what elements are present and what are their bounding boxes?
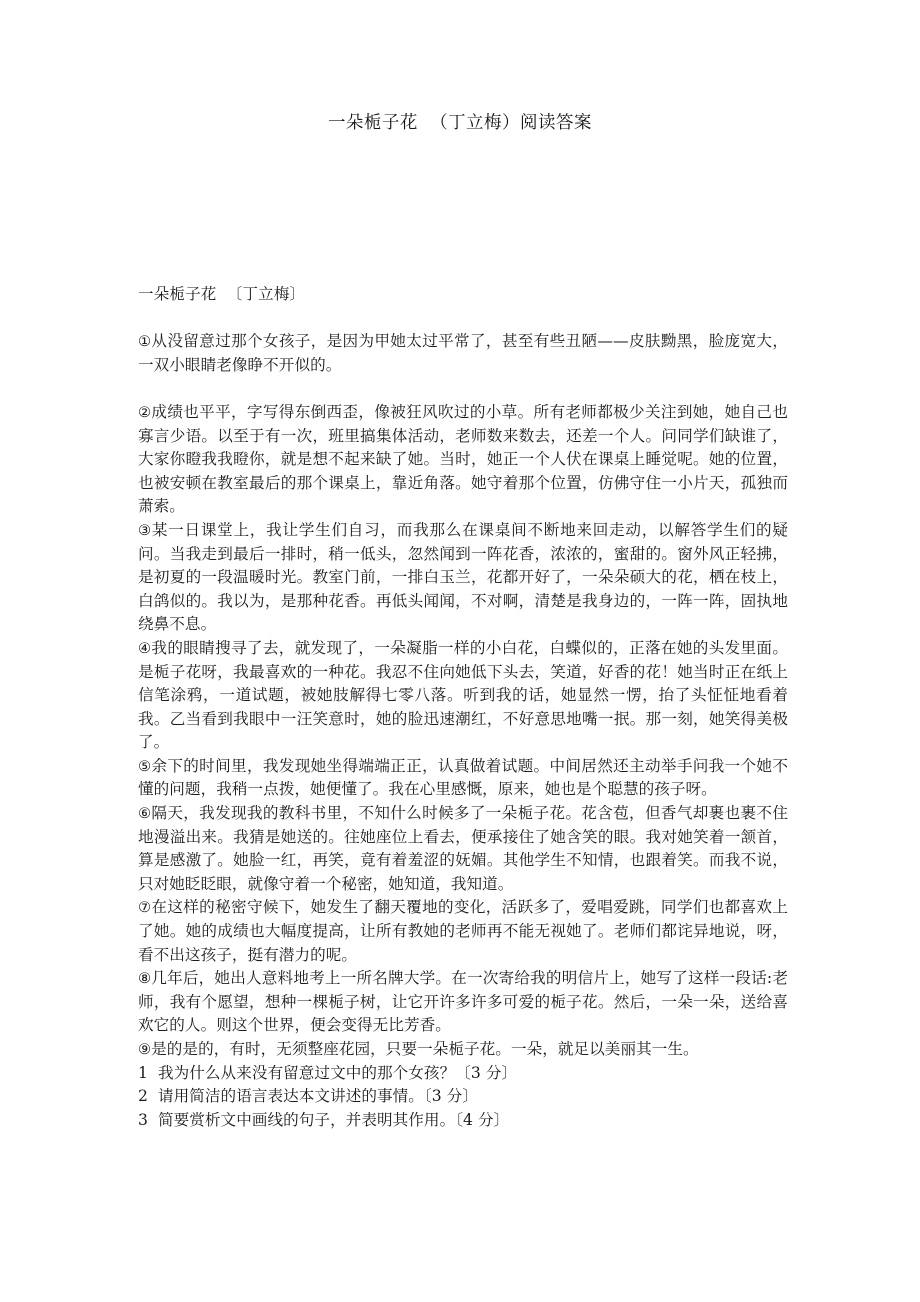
paragraph-marker: ④ <box>138 639 152 657</box>
paragraph-text: 成绩也平平，字写得东倒西歪，像被狂风吹过的小草。所有老师都极少关注到她，她自己也寡言少语。以至于有一次，班里搞集体活动，老师数来数去，还差一个人。问同学们缺谁了，大家你瞪我我瞪你，就是想不起来缺了她。当时，她正一个人伏在课桌上睡觉呢。她的位置，也被安顿在教室最后的那个课桌上，靠近角落。她守着那个位置，仿佛守住一小片天，孤独而萧索。 <box>138 402 788 516</box>
document-body <box>138 283 788 1132</box>
paragraph-text: 隔天，我发现我的教科书里，不知什么时候多了一朵栀子花。花含苞，但香气却裹也裹不住地漫溢出来。我猜是她送的。往她座位上看去，便承接住了她含笑的眼。我对她笑着一颔首，算是感激了。她脸一红，再笑，竟有着羞涩的妩媚。其他学生不知情，也跟着笑。而我不说，只对她眨眨眼，就像守着一个秘密，她知道，我知道。 <box>138 804 788 893</box>
paragraph-1 <box>138 330 788 377</box>
paragraph-marker: ② <box>138 403 152 421</box>
paragraph-marker: ③ <box>138 521 152 539</box>
question-item-2: 2 请用简洁的语言表达本文讲述的事情。〔3 分〕 <box>138 1087 479 1106</box>
paragraph-text: 是的是的，有时，无须整座花园，只要一朵栀子花。一朵，就足以美丽其一生。 <box>151 1040 699 1058</box>
question-item-1: 1 我为什么从来没有留意过文中的那个女孩？〔3 分〕 <box>138 1063 518 1082</box>
paragraph-marker: ⑥ <box>138 805 152 823</box>
paragraph-text: 在这样的秘密守候下，她发生了翻天覆地的变化，活跃多了，爱唱爱跳，同学们也都喜欢上了她。她的成绩也大幅度提高，让所有教她的老师再不能无视她了。老师们都诧异地说，呀，看不出这孩子，挺有潜力的呢。 <box>138 898 788 964</box>
paragraph-8 <box>138 967 788 1038</box>
paragraph-text: 几年后，她出人意料地考上一所名牌大学。在一次寄给我的明信片上，她写了这样一段话:老师，我有个愿望，想种一棵栀子树，让它开许多许多可爱的栀子花。然后，一朵一朵，送给喜欢它的人。则这个世界，便会变得无比芳香。 <box>138 969 788 1035</box>
paragraph-text: 余下的时间里，我发现她坐得端端正正，认真做着试题。中间居然还主动举手问我一个她不懂的问题，我稍一点拨，她便懂了。我在心里感慨，原来，她也是个聪慧的孩子呀。 <box>138 756 788 799</box>
paragraph-7 <box>138 896 788 967</box>
paragraph-marker: ⑤ <box>138 757 152 775</box>
paragraph-marker: ① <box>138 333 152 351</box>
paragraph-marker: ⑦ <box>138 899 152 917</box>
paragraph-2 <box>138 401 788 519</box>
article-subtitle: 一朵栀子花 〔丁立梅〕 <box>138 285 306 303</box>
paragraph-9 <box>138 1038 788 1062</box>
paragraph-marker: ⑧ <box>138 970 152 988</box>
paragraph-5 <box>138 755 788 802</box>
paragraph-marker: ⑨ <box>138 1041 152 1058</box>
question-item-3: 3 简要赏析文中画线的句子，并表明其作用。〔4 分〕 <box>138 1110 510 1129</box>
paragraph-text: 我的眼睛搜寻了去，就发现了，一朵凝脂一样的小白花，白蝶似的，正落在她的头发里面。是栀子花呀，我最喜欢的一种花。我忍不住向她低下头去，笑道，好香的花！她当时正在纸上信笔涂鸦，一道试题，被她肢解得七零八落。听到我的话，她显然一愣，抬了头怔怔地看着我。乙当看到我眼中一汪笑意时，她的脸迅速潮红，不好意思地嘴一抿。那一刻，她笑得美极了。 <box>138 638 788 752</box>
page-title: 一朵栀子花 （丁立梅）阅读答案 <box>327 113 593 133</box>
paragraph-text: 从没留意过那个女孩子，是因为甲她太过平常了，甚至有些丑陋——皮肤黝黑，脸庞宽大，一双小眼睛老像睁不开似的。 <box>138 332 788 374</box>
paragraph-6 <box>138 802 788 896</box>
paragraph-4 <box>138 637 788 755</box>
paragraph-text: 某一日课堂上，我让学生们自习，而我那么在课桌间不断地来回走动，以解答学生们的疑问。当我走到最后一排时，稍一低头，忽然闻到一阵花香，浓浓的，蜜甜的。窗外风正轻拂，是初夏的一段温暖时光。教室门前，一排白玉兰，花都开好了，一朵朵硕大的花，栖在枝上，白鸽似的。我以为，是那种花香。再低头闻闻，不对啊，清楚是我身边的，一阵一阵，固执地绕鼻不息。 <box>138 520 788 634</box>
paragraph-3 <box>138 519 788 637</box>
